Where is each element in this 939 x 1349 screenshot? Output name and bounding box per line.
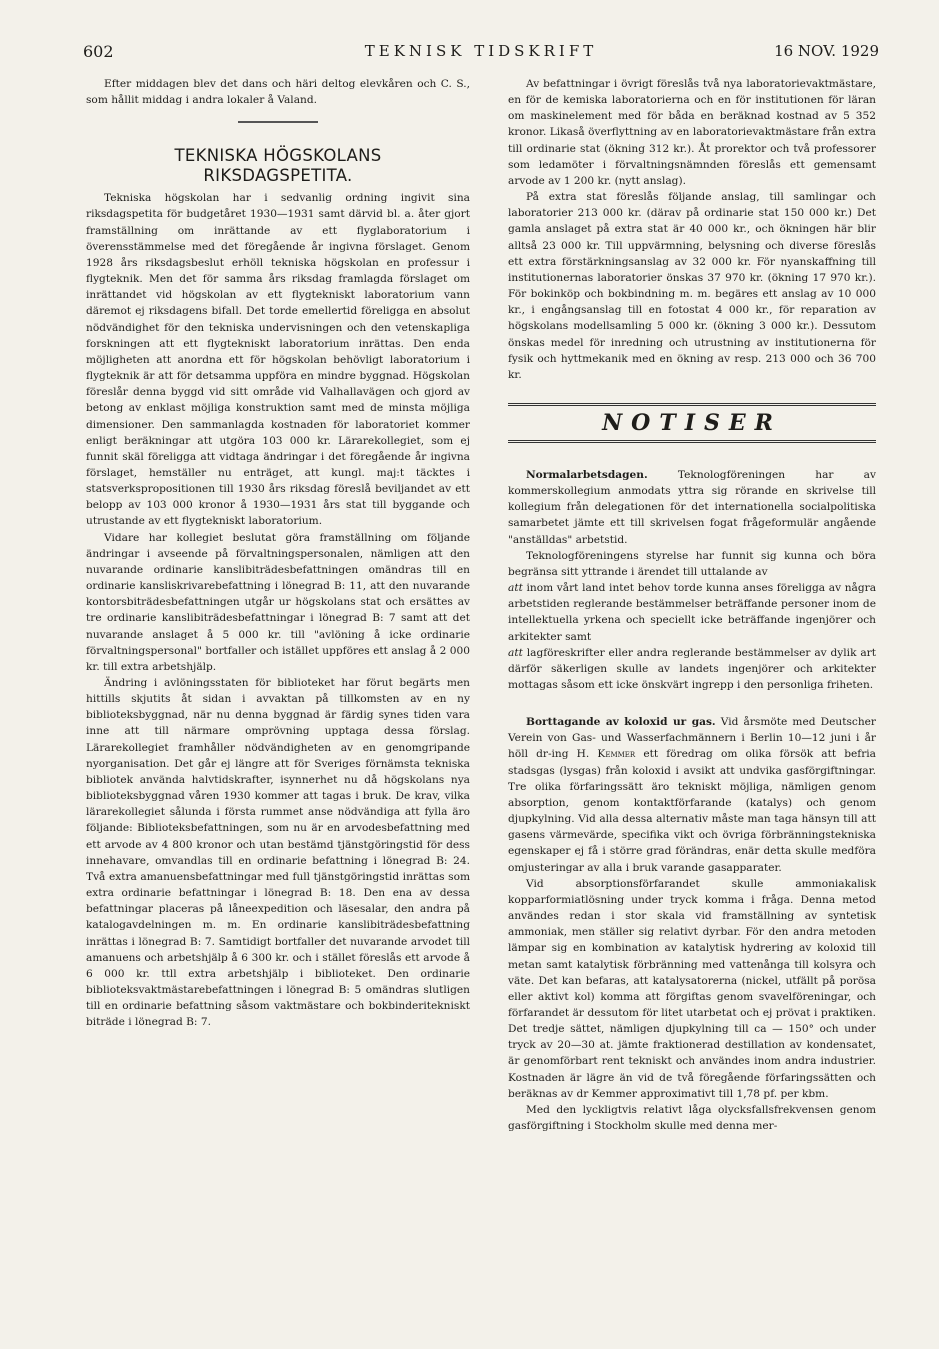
spacer: [508, 693, 876, 714]
notiser-banner: [508, 403, 876, 443]
notice-heading: Normalarbetsdagen.: [526, 468, 648, 481]
notice-text: Teknologföreningens styrelse har funnit sig kunna och böra begränsa sitt yttrande i ärendet till uttalande av: [508, 549, 876, 578]
section-title-line1: TEKNISKA HÖGSKOLANS: [174, 146, 382, 166]
notice-heading: Borttagande av koloxid ur gas.: [526, 716, 716, 729]
article-paragraph: Av befattningar i övrigt föreslås två nya laboratorievaktmästare, en för de kemiska laboratorierna och en för institutionen för läran om maskinelement med för båda en beräknad kostnad av 5 352 kronor. Likaså överflyttning av en laboratorievaktmästare från extra till ordinarie stat (ökning 312 kr.). Åt prorektor och två professorer som ledamöter i förvaltningsnämnden föreslås ett gemensamt arvode av 1 200 kr. (nytt anslag).: [508, 78, 876, 187]
page-header: [83, 40, 879, 66]
right-column: [508, 76, 876, 1134]
notice-paragraph: [508, 467, 876, 548]
emphasis-att: att: [508, 646, 523, 659]
notice-paragraph: [508, 548, 876, 693]
notice-text: Teknologföreningen har av kommerskollegium anmodats yttra sig rörande en skrivelse till kollegium från delegationen för det internationella socialpolitiska samarbetet jämte ett till skrivelsen fogat frågeformulär angående "anställdas" arbetstid.: [508, 468, 876, 546]
section-title-line2: RIKSDAGSPETITA.: [203, 166, 353, 186]
notice-text: Vid årsmöte med Deutscher Verein von Gas- und Wasserfachmännern i Berlin 10—12 juni i år höll dr-ing H.: [508, 716, 876, 761]
section-title: [86, 146, 470, 186]
notice-text: lagföreskrifter eller andra reglerande bestämmelser av dylik art därför säkerligen skulle av landets ingenjörer och arkitekter mottagas såsom ett icke önskvärt ingrepp i den personliga friheten.: [508, 646, 876, 691]
notiser-heading: NOTISER: [602, 409, 782, 436]
journal-title: TEKNISK TIDSKRIFT: [364, 42, 598, 60]
left-column: [86, 76, 470, 1030]
emphasis-att: att: [508, 582, 523, 595]
page-number: 602: [83, 42, 114, 61]
notice-paragraph: Vid absorptionsförfarandet skulle ammoniakalisk kopparformiatlösning under tryck komma i fråga. Denna metod användes redan i stor skala vid framställning av syntetisk ammoniak, men ställer sig relativt dyrbar. För den andra metoden lämpar sig en kombination av katalytisk hydrering av koloxid till metan samt katalytisk förbränning med vattenånga till kolsyra och väte. Det kan befaras, att katalysatorerna (nickel, utfällt på porösa eller aktivt kol) komma att förgiftas genom svavelföreningar, och förfarandet är dessutom för litet utarbetat och ej prövat i praktiken. Det tredje sättet, nämligen djupkylning till ca — 150° och under tryck av 20—30 at. jämte fraktionerad destillation av kondensatet, är genomförbart rent tekniskt och användes inom andra industrier. Kostnaden är lägre än vid de två föregående förfaringssätten och beräknas av dr Kemmer approximativt till 1,78 pf. per kbm.: [508, 877, 876, 1100]
article-paragraph: Tekniska högskolan har i sedvanlig ordning ingivit sina riksdagspetita för budgetåret 1930—1931 samt därvid bl. a. åter gjort framställning om inrättande av ett flyglaboratorium i överensstämmelse med det föregående år ingivna förslaget. Genom 1928 års riksdagsbeslut erhöll tekniska högskolan en professur i flygteknik. Men det för samma års riksdag framlagda förslaget om inrättandet vid högskolan av ett flygtekniskt laboratorium vann däremot ej riksdagens bifall. Det torde emellertid föreligga en absolut nödvändighet för den tekniska undervisningen och den vetenskapliga forskningen att ett flygtekniskt laboratorium inrättas. Den enda möjligheten att anordna ett för högskolan behövligt laboratorium i flygteknik är att för detsamma uppföra en mindre byggnad. Högskolan föreslår denna byggd vid sitt område vid Valhallavägen och gjord av betong av enklast möjliga konstruktion samt med de minsta möjliga dimensioner. Den sammanlagda kostnaden för laboratoriet kommer enligt beräkningar att utgöra 103 000 kr. Lärarekollegiet, som ej funnit skäl föreligga att vidtaga ändringar i det föregående år ingivna förslaget, hemställer nu enträget, att kungl. maj:t täcktes i statsverkspropositionen till 1930 års riksdag föreslå beviljandet av ett belopp av 103 000 kronor å 1930—1931 års stat till byggande och utrustande av ett flygtekniskt laboratorium.: [86, 192, 470, 528]
author-name: Kemmer: [597, 748, 636, 761]
notice-paragraph: [508, 714, 876, 876]
article-paragraph: På extra stat föreslås följande anslag, till samlingar och laboratorier 213 000 kr. (därav på ordinarie stat 150 000 kr.) Det gamla anslaget på extra stat är 40 000 kr., och ökningen här blir alltså 23 000 kr. Till uppvärmning, belysning och diverse föreslås ett extra förstärkningsanslag av 32 000 kr. För nyanskaffning till institutionernas laboratorier önskas 37 970 kr. (ökning 17 970 kr.). För bokinköp och bokbindning m. m. begäres ett anslag av 10 000 kr., i engångsanslag till en fotostat 4 000 kr., för reparation av högskolans modellsamling 5 000 kr. (ökning 3 000 kr.). Dessutom önskas medel för inredning och utrustning av institutionerna för fysik och hyttmekanik med en ökning av resp. 213 000 och 36 700 kr.: [508, 191, 876, 381]
section-divider: [238, 121, 318, 123]
notice-text: ett föredrag om olika försök att befria stadsgas (lysgas) från koloxid i avsikt att undvika gasförgiftningar. Tre olika förfaringssätt äro tekniskt möjliga, nämligen genom absorption, genom kontaktförfarande (katalys) och genom djupkylning. Vid alla dessa alternativ måste man taga hänsyn till att gasens värmevärde, specifika vikt och övriga förbränningstekniska egenskaper ej få i större grad förändras, enär detta skulle medföra omjusteringar av alla i bruk varande gasapparater.: [508, 748, 876, 874]
article-paragraph: Ändring i avlöningsstaten för biblioteket har förut begärts men hittills skjutits åt sidan i avvaktan på tillkomsten av en ny biblioteksbyggnad, när nu denna byggnad är färdig synes tiden vara inne att till närmare omprövning upptaga dessa förslag. Lärarekollegiet framhåller nödvändigheten av en genomgripande nyorganisation. Det går ej längre att för Sveriges förnämsta tekniska bibliotek använda halvtidskrafter, isynnerhet nu då högskolans nya biblioteksbyggnad våren 1930 kommer att tagas i bruk. De krav, vilka lärarekollegiet sålunda i första rummet anse nödvändiga att fylla äro följande: Biblioteksbefattningen, som nu är en arvodesbefattning med ett arvode av 4 800 kronor och utan bestämd tjänstgöringstid för dess innehavare, omvandlas till en ordinarie befattning i lönegrad B: 24. Två extra amanuensbefattningar med full tjänstgöringstid inrättas som extra ordinarie befattningar i lönegrad B: 18. Den ena av dessa befattningar placeras på låneexpedition och läsesalar, den andra på katalogavdelningen m. m. En ordinarie kanslibiträdesbefattning inrättas i lönegrad B: 7. Samtidigt bortfaller det nuvarande arvodet till amanuens och arbetshjälp å 6 300 kr. och i stället föreslås ett arvode å 6 000 kr. ttll extra arbetshjälp i biblioteket. Den ordinarie biblioteksvaktmästarebefattningen i lönegrad B: 5 omändras slutligen till en ordinarie befattning såsom vaktmästare och bokbinderitekniskt biträde i lönegrad B: 7.: [86, 677, 470, 1029]
notice-text: inom vårt land intet behov torde kunna anses föreligga av några arbetstiden reglerande bestämmelser beträffande personer inom de intellektuella yrkena och speciellt icke beträffande ingenjörer och arkitekter samt: [508, 582, 877, 643]
article-paragraph: Vidare har kollegiet beslutat göra framställning om följande ändringar i avseende på förvaltningspersonalen, nämligen att den nuvarande ordinarie kanslibiträdesbefattningen omändras till en ordinarie kansliskrivarebefattning i lönegrad B: 11, att den nuvarande kontorsbiträdesbefattningen utgår ur högskolans stat och ersättes av tre ordinarie kanslibiträdesbefattningar i lönegrad B: 7 samt att det nuvarande anslaget å 5 000 kr. till "avlöning å icke ordinarie förvaltningspersonal" bortfaller och istället uppföres ett anslag å 2 000 kr. till extra arbetshjälp.: [86, 531, 470, 673]
issue-date: 16 NOV. 1929: [774, 42, 879, 60]
notice-paragraph: Med den lyckligtvis relativt låga olycksfallsfrekvensen genom gasförgiftning i Stockholm skulle med denna mer-: [508, 1103, 876, 1133]
intro-paragraph: Efter middagen blev det dans och häri deltog elevkåren och C. S., som hållit middag i andra lokaler å Valand.: [86, 78, 470, 107]
